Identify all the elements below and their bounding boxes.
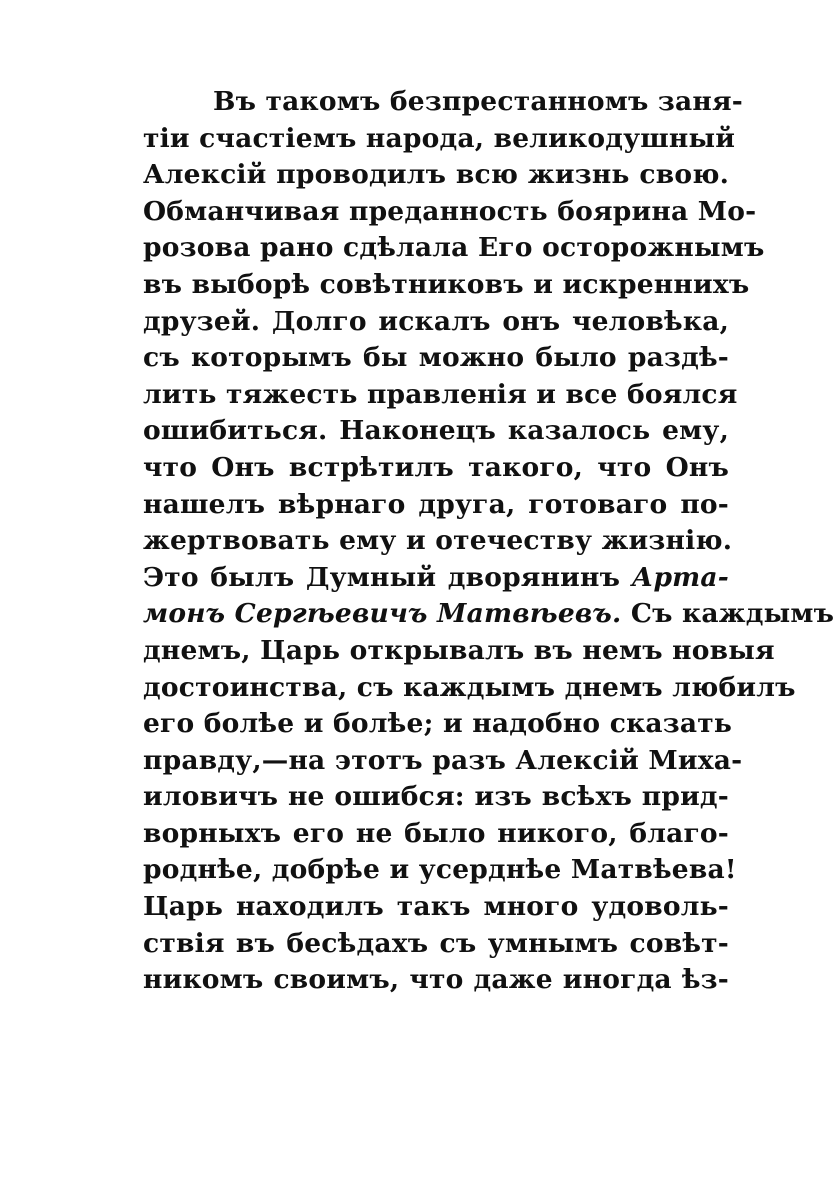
text-line: Въ такомъ безпрестанномъ заня- (213, 86, 743, 117)
text-line: Обманчивая преданность боярина Мо- (143, 195, 757, 227)
text-line: что Онъ встрѣтилъ такого, что Онъ (143, 451, 729, 483)
text-line: правду,—на этотъ разъ Алексій Миха- (143, 744, 743, 776)
page-text (143, 84, 835, 999)
text-line: роднѣе, добрѣе и усерднѣе Матвѣева! (143, 854, 737, 886)
text-line: ошибиться. Наконецъ казалось ему, (143, 415, 729, 447)
text-line: Царь находилъ такъ много удоволь- (143, 891, 729, 923)
line-roman: Это былъ Думный дворянинъ (143, 561, 632, 593)
text-line: лить тяжесть правленія и все боялся (143, 378, 738, 410)
line-roman: Съ каждымъ (621, 598, 835, 630)
text-line: иловичъ не ошибся: изъ всѣхъ прид- (143, 781, 729, 813)
text-line: друзей. Долго искалъ онъ человѣка, (143, 305, 729, 337)
text-line: ворныхъ его не было никого, благо- (143, 817, 729, 849)
text-line: достоинства, съ каждымъ днемъ любилъ (143, 671, 796, 703)
text-line: жертвовать ему и отечеству жизнію. (143, 525, 733, 557)
text-line: ствія въ бесѣдахъ съ умнымъ совѣт- (143, 927, 729, 959)
line-italic: Арта- (631, 561, 729, 593)
text-line: розова рано сдѣлала Его осторожнымъ (143, 232, 765, 264)
line-italic: монъ Сергѣевичъ Матвѣевъ. (143, 598, 622, 630)
text-line: никомъ своимъ, что даже иногда ѣз- (143, 964, 729, 996)
text-line: Алексій проводилъ всю жизнь свою. (143, 159, 729, 191)
text-line-mixed (143, 560, 729, 597)
text-line: нашелъ вѣрнаго друга, готоваго по- (143, 488, 729, 520)
text-line: тіи счастіемъ народа, великодушный (143, 122, 736, 154)
text-line-mixed (143, 596, 835, 633)
text-line: днемъ, Царь открывалъ въ немъ новыя (143, 634, 775, 666)
text-line: въ выборѣ совѣтниковъ и искреннихъ (143, 268, 750, 300)
text-line: съ которымъ бы можно было раздѣ- (143, 342, 729, 374)
text-line: его болѣе и болѣе; и надобно сказать (143, 708, 733, 740)
